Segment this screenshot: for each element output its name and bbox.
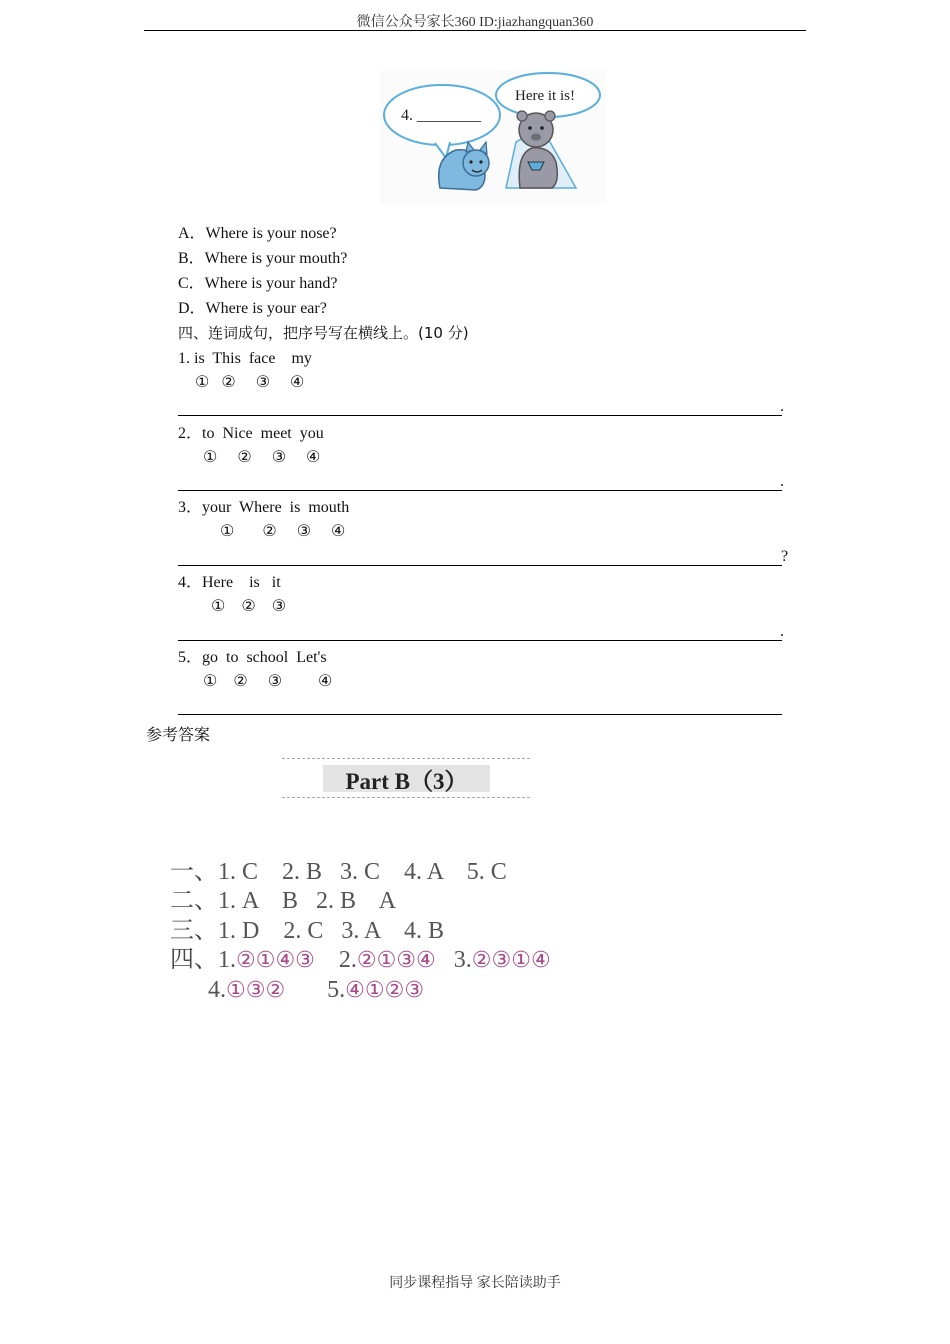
bubble-right-text: Here it is!: [515, 88, 575, 104]
answer-row-3-label: 三、: [170, 918, 218, 944]
page-header: 微信公众号家长360 ID:jiazhangquan360: [356, 15, 594, 30]
answer-4-5-num: 5.: [327, 977, 346, 1003]
item4-words: 4．Here is it: [178, 574, 281, 591]
answer-4-1-num: 1.: [218, 947, 236, 973]
answer-4-3-num: 3.: [453, 947, 472, 973]
item2-numbers: ① ② ③ ④: [203, 449, 321, 466]
item3-answer-line[interactable]: [178, 565, 782, 566]
option-d: D．Where is your ear?: [178, 300, 327, 317]
option-c: C．Where is your hand?: [178, 275, 338, 292]
answer-row-1-label: 一、: [170, 859, 218, 885]
answer-4-5-seq: ④①②③: [345, 978, 425, 1003]
item4-answer-line[interactable]: [178, 640, 782, 641]
page-footer: 同步课程指导 家长陪读助手: [389, 1276, 561, 1291]
item1-words: 1. is This face my: [178, 350, 312, 367]
part-divider-bottom: [282, 797, 530, 798]
item5-answer-line[interactable]: [178, 714, 782, 715]
item3-words: 3．your Where is mouth: [178, 499, 350, 516]
item2-answer-line[interactable]: [178, 490, 782, 491]
item4-numbers: ① ② ③: [211, 598, 287, 615]
answer-row-5: [196, 948, 424, 1005]
answer-row-2-label: 二、: [170, 888, 218, 914]
item4-end-mark: .: [780, 623, 784, 640]
item5-words: 5．go to school Let's: [178, 649, 327, 666]
item3-numbers: ① ② ③ ④: [220, 523, 346, 540]
item1-numbers: ① ② ③ ④: [195, 374, 305, 391]
answer-4-2-num: 2.: [338, 947, 357, 973]
answer-4-4-seq: ①③②: [226, 978, 286, 1003]
answer-4-2-seq: ②①③④: [356, 948, 436, 973]
answer-4-3-seq: ②③①④: [471, 948, 551, 973]
part-label: Part B（3）: [345, 769, 468, 794]
item1-answer-line[interactable]: [178, 415, 782, 416]
answer-row-2-text: 1. A B 2. B A: [218, 888, 397, 914]
part-divider-top: [282, 758, 530, 759]
item1-end-mark: .: [780, 398, 784, 415]
item3-end-mark: ?: [781, 548, 789, 565]
bubble-left-text: 4. ________: [401, 107, 481, 124]
answers-title: 参考答案: [146, 727, 211, 744]
answer-4-1-seq: ②①④③: [236, 948, 315, 973]
item2-end-mark: .: [780, 473, 784, 490]
header-divider: [144, 30, 806, 31]
answer-4-4-num: 4.: [208, 977, 226, 1003]
answer-row-4-label: 四、: [170, 947, 218, 973]
section4-title: 四、连词成句，把序号写在横线上。(10 分): [178, 324, 469, 342]
answer-row-1-text: 1. C 2. B 3. C 4. A 5. C: [218, 859, 507, 885]
option-a: A．Where is your nose?: [178, 225, 337, 242]
answer-row-3-text: 1. D 2. C 3. A 4. B: [218, 918, 445, 944]
option-b: B．Where is your mouth?: [178, 250, 348, 267]
item5-numbers: ① ② ③ ④: [203, 673, 333, 690]
item2-words: 2．to Nice meet you: [178, 425, 324, 442]
dialogue-illustration: [380, 70, 606, 204]
